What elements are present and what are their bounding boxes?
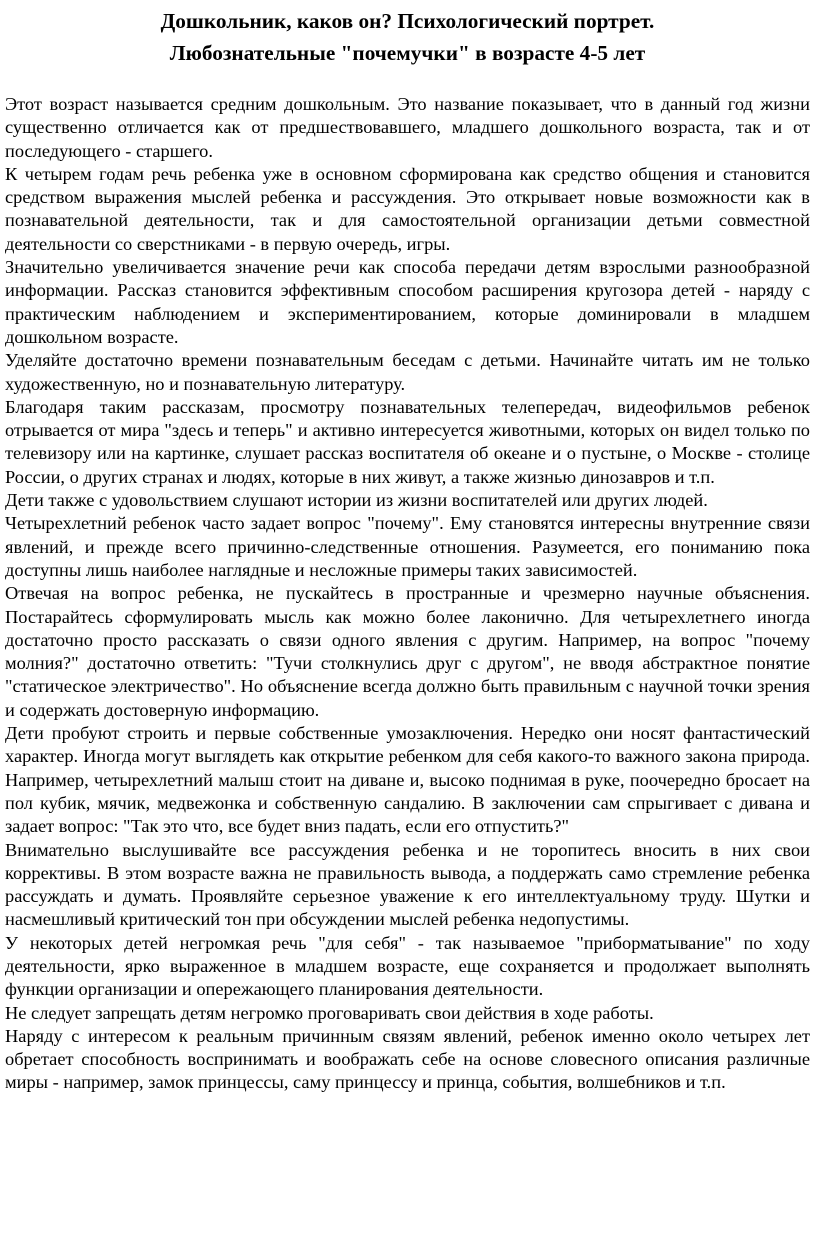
paragraph: Дети также с удовольствием слушают истории из жизни воспитателей или других людей. <box>5 490 708 511</box>
paragraph: Уделяйте достаточно времени познавательным беседам с детьми. Начинайте читать им не только художественную, но и познавательную литературу. <box>5 350 810 394</box>
paragraph: Внимательно выслушивайте все рассуждения ребенка и не торопитесь вносить в них свои коррективы. В этом возрасте важна не правильность вывода, а поддержать само стремление ребенка рассуждать и думать. Проявляйте серьезное уважение к его интеллектуальному труду. Шутки и насмешливый критический тон при обсуждении мыслей ребенка недопустимы. <box>5 839 810 930</box>
document-title <box>5 0 810 69</box>
paragraph: Дети пробуют строить и первые собственные умозаключения. Нередко они носят фантастический характер. Иногда могут выглядеть как открытие ребенком для себя какого-то важного закона природа. Например, четырехлетний малыш стоит на диване и, высоко поднимая в руке, поочередно бросает на пол кубик, мячик, медвежонка и собственную сандалию. В заключении сам спрыгивает с дивана и задает вопрос: "Так это что, все будет вниз падать, если его отпустить?" <box>5 723 810 837</box>
paragraph: Отвечая на вопрос ребенка, не пускайтесь в пространные и чрезмерно научные объяснения. Постарайтесь сформулировать мысль как можно более лаконично. Для четырехлетнего иногда достаточно просто рассказать о связи одного явления с другим. Например, на вопрос "почему молния?" достаточно ответить: "Тучи столкнулись друг с другом", не вводя абстрактное понятие "статическое электричество". Но объяснение всегда должно быть правильным с научной точки зрения и содержать достоверную информацию. <box>5 583 810 720</box>
paragraph: Этот возраст называется средним дошкольным. Это название показывает, что в данный год жизни существенно отличается как от предшествовавшего, младшего дошкольного возраста, так и от последующего - старшего. <box>5 94 810 161</box>
document-body <box>5 93 810 1095</box>
paragraph: Наряду с интересом к реальным причинным связям явлений, ребенок именно около четырех лет обретает способность воспринимать и воображать себе на основе словесного описания различные миры - например, замок принцессы, саму принцессу и принца, события, волшебников и т.п. <box>5 1025 810 1093</box>
paragraph: Не следует запрещать детям негромко проговаривать свои действия в ходе работы. <box>5 1002 654 1023</box>
paragraph: Четырехлетний ребенок часто задает вопрос "почему". Ему становятся интересны внутренние связи явлений, и прежде всего причинно-следственные отношения. Разумеется, его пониманию пока доступны лишь наиболее наглядные и несложные примеры таких зависимостей. <box>5 513 810 580</box>
paragraph: К четырем годам речь ребенка уже в основном сформирована как средство общения и становится средством выражения мыслей ребенка и рассуждения. Это открывает новые возможности как в познавательной деятельности, так и для самостоятельной организации детьми совместной деятельности со сверстниками - в первую очередь, игры. <box>5 163 810 254</box>
paragraph: У некоторых детей негромкая речь "для себя" - так называемое "приборматывание" по ходу деятельности, ярко выраженное в младшем возрасте, еще сохраняется и продолжает выполнять функции организации и опережающего планирования деятельности. <box>5 932 810 1000</box>
paragraph: Значительно увеличивается значение речи как способа передачи детям взрослыми разнообразной информации. Рассказ становится эффективным способом расширения кругозора детей - наряду с практическим наблюдением и экспериментированием, которые доминировали в младшем дошкольном возрасте. <box>5 257 810 347</box>
title-line-2: Любознательные "почемучки" в возрасте 4-5 лет <box>169 41 646 65</box>
paragraph: Благодаря таким рассказам, просмотру познавательных телепередач, видеофильмов ребенок отрывается от мира "здесь и теперь" и активно интересуется животными, которых он видел только по телевизору или на картинке, слушает рассказ воспитателя об океане и о пустыне, о Москве - столице России, о других странах и людях, которые в них живут, а также жизнью динозавров и т.п. <box>5 396 810 487</box>
title-line-1: Дошкольник, каков он? Психологический портрет. <box>160 9 655 33</box>
